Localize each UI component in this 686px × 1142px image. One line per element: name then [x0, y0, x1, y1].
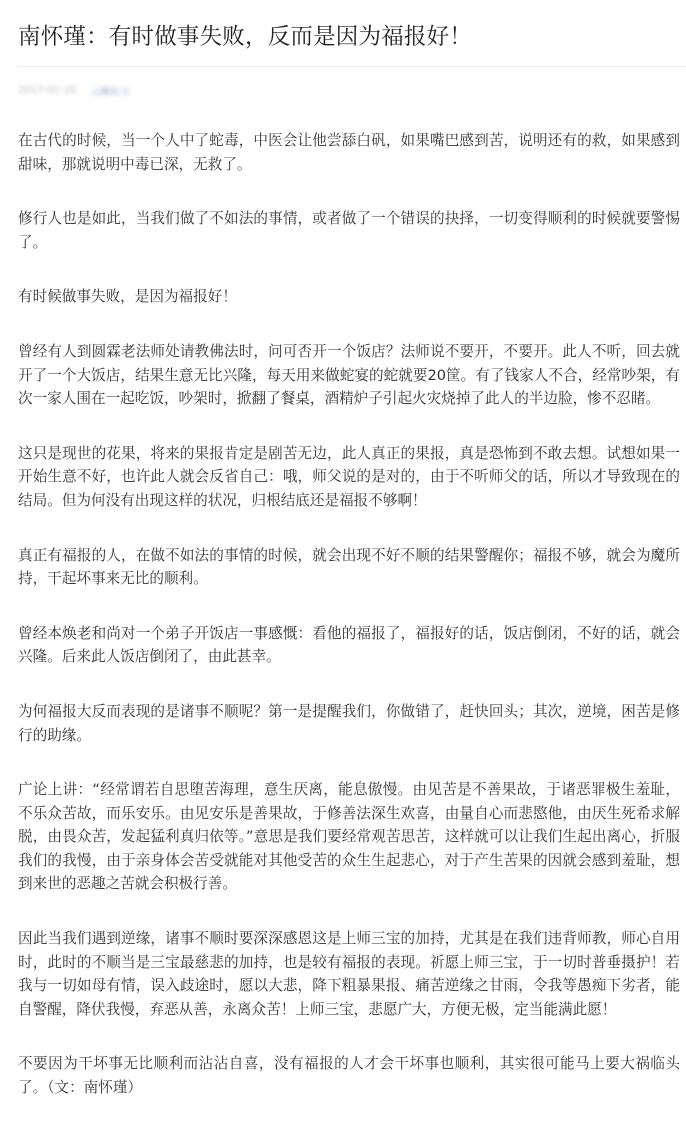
publish-date: 2017-02-16 [18, 84, 77, 96]
author-link[interactable]: 云雁标玉 [90, 86, 131, 98]
paragraph: 这只是现世的花果，将来的果报肯定是剧苦无边，此人真正的果报，真是恐怖到不敢去想。试想如果一开始生意不好，也许此人就会反省自己：哦，师父说的是对的，由于不听师父的话，所以才导致现在的结局。但为何没有出现这样的状况，归根结底还是福报不够啊！ [18, 444, 680, 509]
paragraph: 因此当我们遇到逆缘，诸事不顺时要深深感恩这是上师三宝的加持，尤其是在我们违背师教，师心自用时，此时的不顺当是三宝最慈悲的加持，也是较有福报的表现。祈愿上师三宝，于一切时普垂摄护！若我与一切如母有情，误入歧途时，愿以大悲，降下粗暴果报、痛苦逆缘之甘雨，令我等愚痴下劣者，能自警醒，降伏我慢，弃恶从善，永离众苦！上师三宝，悲愿广大，方便无极，定当能满此愿！ [18, 930, 680, 1018]
paragraph: 广论上讲：“经常谓若自思堕苦海理，意生厌离，能息傲慢。由见苦是不善果故，于诸恶罪极生羞耻，不乐众苦故，而乐安乐。由见安乐是善果故，于修善法深生欢喜，由量自心而悲愍他，由厌生死希求解脱，由畏众苦，发起猛利真归依等。”意思是我们要经常观苦思苦，这样就可以让我们生起出离心，折服我们的我慢，由于亲身体会苦受就能对其他受苦的众生生起悲心，对于产生苦果的因就会感到羞耻，想到来世的恶趣之苦就会积极行善。 [18, 781, 680, 893]
article-meta [18, 81, 130, 99]
paragraph: 为何福报大反而表现的是诸事不顺呢？第一是提醒我们，你做错了，赶快回头；其次，逆境，困苦是修行的助缘。 [18, 702, 680, 744]
paragraph: 曾经有人到圆霖老法师处请教佛法时，问可否开一个饭店？法师说不要开，不要开。此人不听，回去就开了一个大饭店，结果生意无比兴隆，每天用来做蛇宴的蛇就要20筐。有了钱家人不合，经常吵架，有次一家人围在一起吃饭，吵架时，掀翻了餐桌，酒精炉子引起火灾烧掉了此人的半边脸，惨不忍睹。 [18, 342, 680, 408]
article-title: 南怀瑾：有时做事失败，反而是因为福报好！ [18, 24, 473, 50]
paragraph: 在古代的时候，当一个人中了蛇毒，中医会让他尝舔白矾，如果嘴巴感到苦，说明还有的救，如果感到甜味，那就说明中毒已深，无救了。 [18, 132, 680, 173]
paragraph: 有时候做事失败，是因为福报好！ [18, 288, 237, 306]
paragraph: 修行人也是如此，当我们做了不如法的事情，或者做了一个错误的抉择，一切变得顺利的时候就要警惕了。 [18, 210, 680, 251]
paragraph: 不要因为干坏事无比顺利而沾沾自喜，没有福报的人才会干坏事也顺利，其实很可能马上要大祸临头了。（文：南怀瑾） [18, 1055, 680, 1097]
paragraph: 曾经本焕老和尚对一个弟子开饭店一事感慨：看他的福报了，福报好的话，饭店倒闭，不好的话，就会兴隆。后来此人饭店倒闭了，由此甚幸。 [18, 624, 680, 666]
title-divider [18, 66, 686, 67]
paragraph: 真正有福报的人，在做不如法的事情的时候，就会出现不好不顺的结果警醒你；福报不够，就会为魔所持，干起坏事来无比的顺利。 [18, 546, 680, 588]
article-body [18, 129, 680, 1131]
